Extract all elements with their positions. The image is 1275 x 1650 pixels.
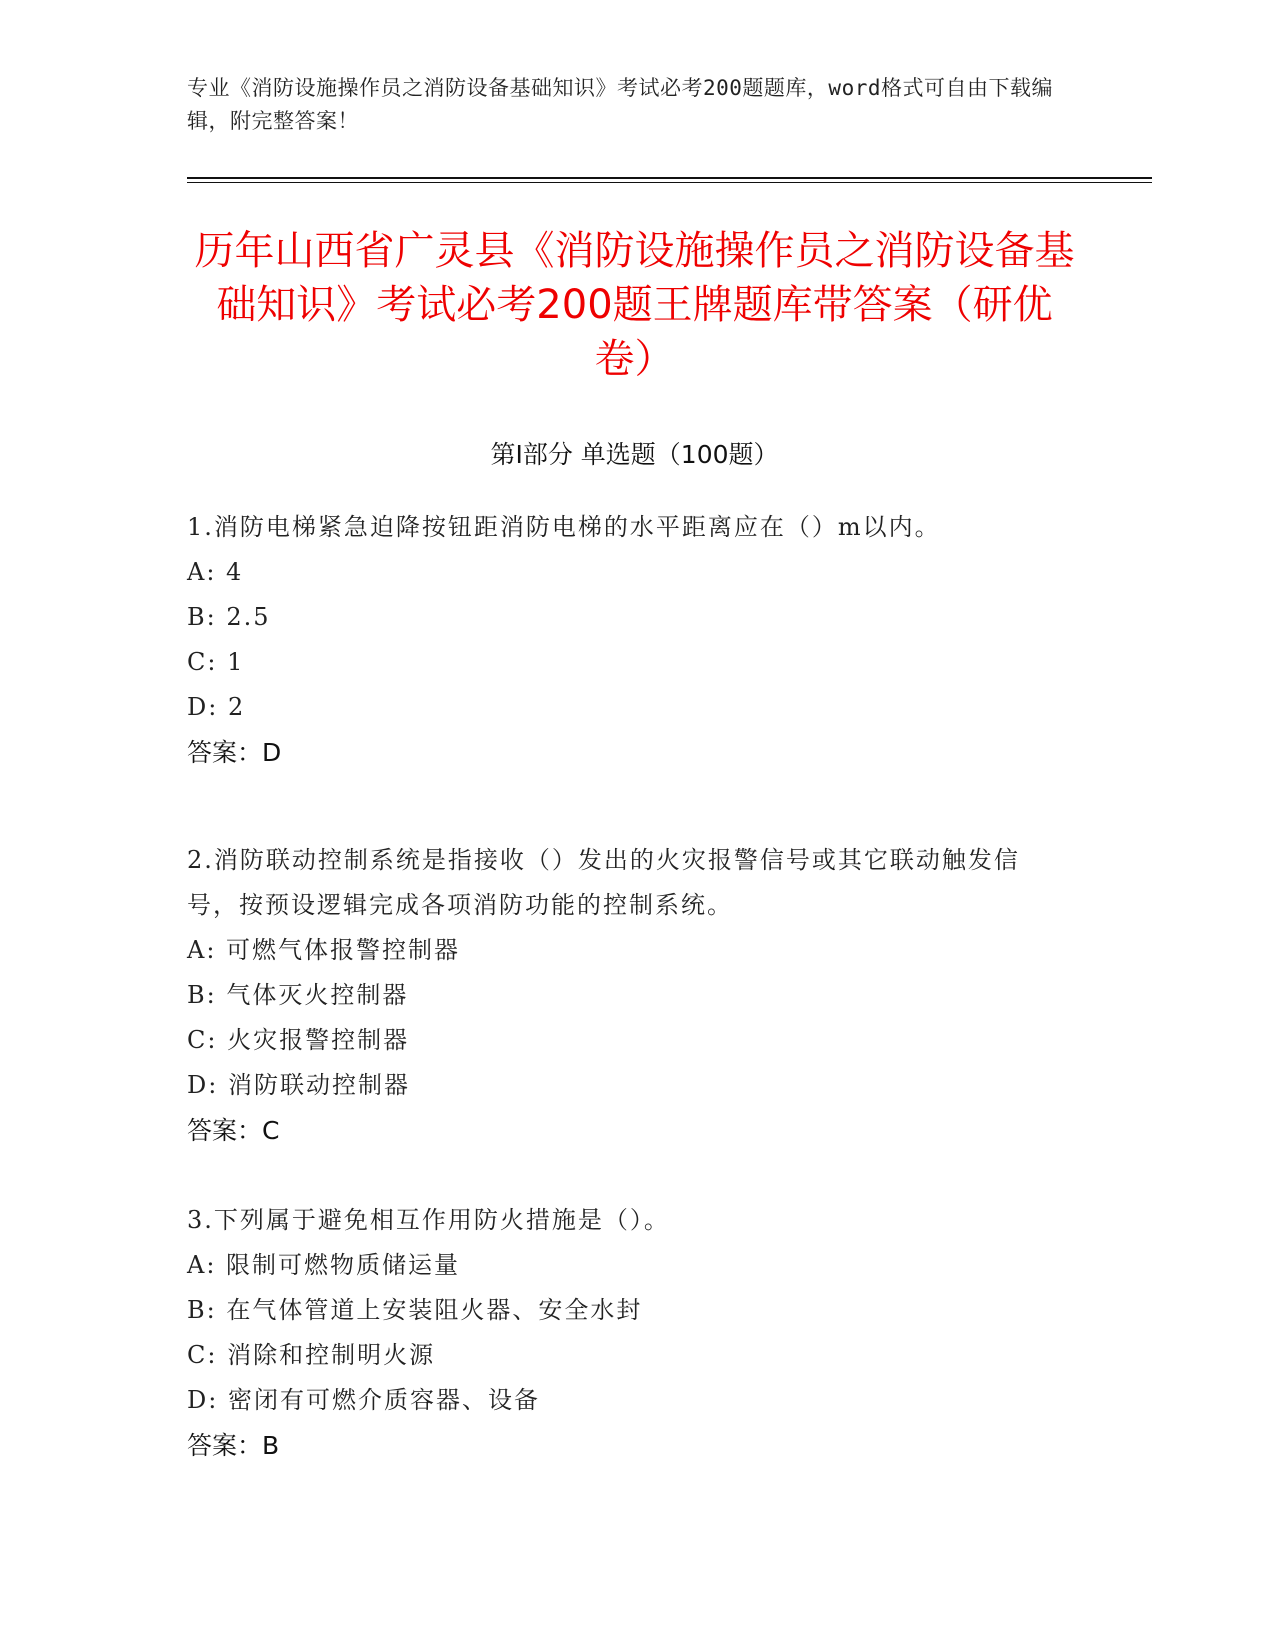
question-stem: 2.消防联动控制系统是指接收（）发出的火灾报警信号或其它联动触发信号，按预设逻辑完成各项消防功能的控制系统。: [187, 846, 1020, 919]
document-title: 历年山西省广灵县《消防设施操作员之消防设备基础知识》考试必考200题王牌题库带答案（研优卷）: [194, 228, 1075, 382]
question-1: [187, 505, 1067, 775]
option-b: B: 在气体管道上安装阻火器、安全水封: [187, 1296, 643, 1324]
option-d: D: 2: [187, 693, 246, 721]
option-a: A: 4: [187, 558, 244, 586]
question-stem: 3.下列属于避免相互作用防火措施是（）。: [187, 1206, 670, 1234]
option-d: D: 密闭有可燃介质容器、设备: [187, 1386, 540, 1414]
option-a: A: 可燃气体报警控制器: [187, 936, 461, 964]
answer-line: 答案：C: [187, 1116, 280, 1145]
question-stem: 1.消防电梯紧急迫降按钮距消防电梯的水平距离应在（）m以内。: [187, 513, 941, 541]
option-d: D: 消防联动控制器: [187, 1071, 410, 1099]
header-note: 专业《消防设施操作员之消防设备基础知识》考试必考200题题库，word格式可自由下载编辑，附完整答案！: [187, 76, 1053, 133]
option-b: B: 2.5: [187, 603, 271, 631]
option-c: C: 消除和控制明火源: [187, 1341, 436, 1369]
option-b: B: 气体灭火控制器: [187, 981, 409, 1009]
section-title: 第Ⅰ部分 单选题（100题）: [490, 440, 779, 469]
question-2: [187, 838, 1067, 1153]
question-3: [187, 1198, 1067, 1468]
answer-line: 答案：B: [187, 1431, 280, 1460]
answer-line: 答案：D: [187, 738, 282, 767]
option-c: C: 火灾报警控制器: [187, 1026, 410, 1054]
option-a: A: 限制可燃物质储运量: [187, 1251, 461, 1279]
header-divider-thick: [187, 177, 1152, 179]
option-c: C: 1: [187, 648, 245, 676]
header-divider-thin: [187, 182, 1152, 183]
